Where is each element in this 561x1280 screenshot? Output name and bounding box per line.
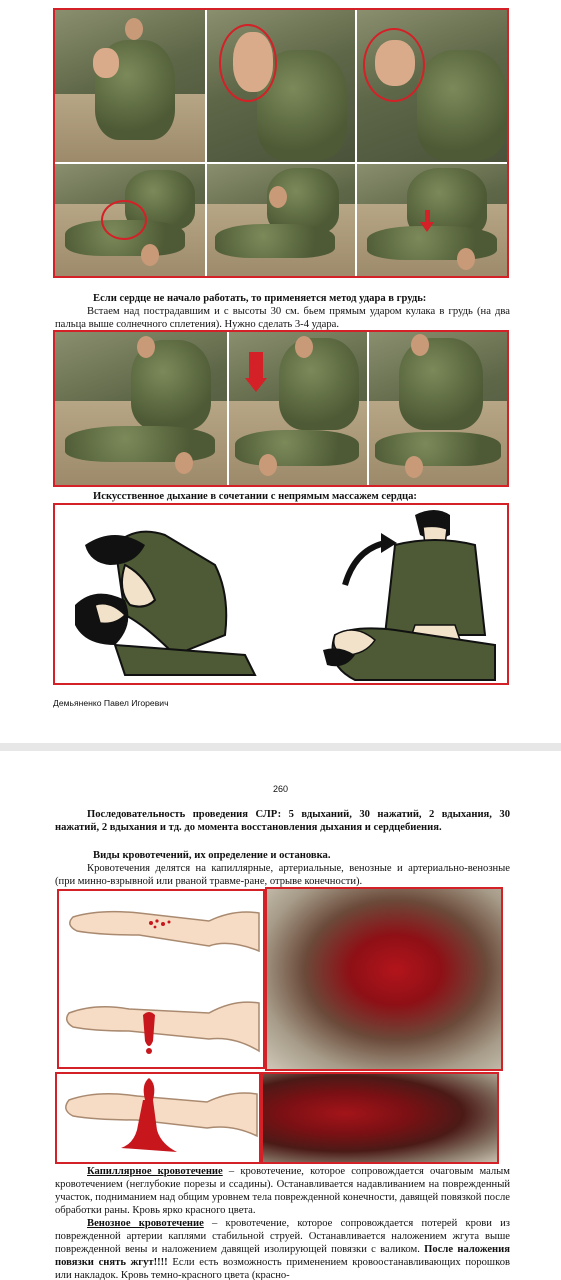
cpr-drawing-svg bbox=[55, 505, 507, 683]
illustration-arm-bleeding bbox=[57, 889, 265, 1069]
paragraph-venous-bleeding bbox=[55, 1217, 510, 1280]
term-capillary-bleeding: Капиллярное кровотечение bbox=[87, 1166, 223, 1177]
term-venous-bleeding: Венозное кровотечение bbox=[87, 1218, 204, 1229]
document-page-2 bbox=[0, 751, 561, 1280]
photo-arterial-wound bbox=[261, 1072, 499, 1164]
venous-wound bbox=[143, 1012, 155, 1054]
photo-soldier-blocking bbox=[55, 10, 205, 162]
photo-check-pulse bbox=[55, 164, 205, 278]
text-venous-bleeding: – кровотечение, которое сопровождается потерей крови из поврежденной артерии каплями стабильной струей. Останавливается наложением жгута выше поврежденной вены и наложением давящей изолирующей повязки с валиком. bbox=[55, 1218, 510, 1255]
red-arrow bbox=[425, 210, 430, 222]
red-arrow bbox=[249, 352, 263, 378]
text-venous-tail: Если есть возможность применением кровоостанавливающих порошков или накладок. Кровь темно-красного цвета (красно- bbox=[55, 1257, 510, 1280]
text-capillary-bleeding: – кровотечение, которое сопровождается очаговым малым кровотечением (неглубокие порезы и ссадины). Останавливается надавливанием на поврежденный участок, подниманием над общим уровнем тела поврежденной конечности, давящей повязкой после обработки раны. Кровь ярко красного цвета. bbox=[55, 1166, 510, 1216]
highlight-circle bbox=[363, 28, 425, 102]
photo-strike-arrow bbox=[229, 332, 367, 485]
photo-compression-point bbox=[357, 164, 509, 278]
paragraph-bleeding-types: Кровотечения делятся на капиллярные, артериальные, венозные и артериально-венозные (при минно-взрывной или рваной травме-ране, отрыве конечности). bbox=[55, 863, 510, 887]
paragraph-chest-strike: Встаем над пострадавшим и с высоты 30 см. бьем прямым ударом кулака в грудь (на два пальца выше солнечного сплетения). Нужно сделать 3-4 удара. bbox=[55, 306, 510, 330]
page-number: 260 bbox=[272, 784, 289, 794]
photo-open-palm bbox=[207, 10, 355, 162]
red-arrow-head bbox=[420, 222, 434, 232]
photo-venous-wound bbox=[265, 887, 503, 1071]
photo-strip-precordial-thump bbox=[53, 330, 509, 487]
highlight-circle bbox=[219, 24, 277, 102]
arm-drawings-svg bbox=[59, 891, 263, 1067]
heading-artificial-breathing: Искусственное дыхание в сочетании с непрямым массажем сердца: bbox=[93, 491, 417, 502]
cpr-illustration bbox=[53, 503, 509, 685]
photo-fist bbox=[357, 10, 509, 162]
illustration-arterial-bleeding bbox=[55, 1072, 261, 1164]
author-name: Демьяненко Павел Игоревич bbox=[53, 698, 169, 708]
page-separator bbox=[0, 743, 561, 751]
cpr-sequence: Последовательность проведения СЛР: 5 вдыханий, 30 нажатий, 2 вдыхания, 30 нажатий, 2 вдыхания и тд. до момента восстановления дыхания и сердцебиения. bbox=[55, 809, 510, 833]
heading-bleeding-types: Виды кровотечений, их определение и остановка. bbox=[93, 850, 331, 861]
photo-kneel-over-victim bbox=[207, 164, 355, 278]
rescue-breathing-drawing bbox=[75, 532, 255, 675]
photo-position-over-victim bbox=[55, 332, 227, 485]
heading-chest-strike: Если сердце не начало работать, то применяется метод удара в грудь: bbox=[93, 293, 427, 304]
chest-compression-drawing bbox=[323, 510, 495, 680]
photo-after-strike bbox=[369, 332, 509, 485]
photo-grid-defense bbox=[53, 8, 509, 278]
warning-remove-tourniquet: После наложения повязки снять жгут!!!! bbox=[55, 1244, 510, 1268]
paragraph-capillary-bleeding bbox=[55, 1165, 510, 1217]
highlight-circle bbox=[101, 200, 147, 240]
motion-arrow bbox=[345, 543, 385, 585]
red-arrow-head bbox=[245, 378, 267, 392]
arterial-drawing-svg bbox=[57, 1074, 259, 1162]
